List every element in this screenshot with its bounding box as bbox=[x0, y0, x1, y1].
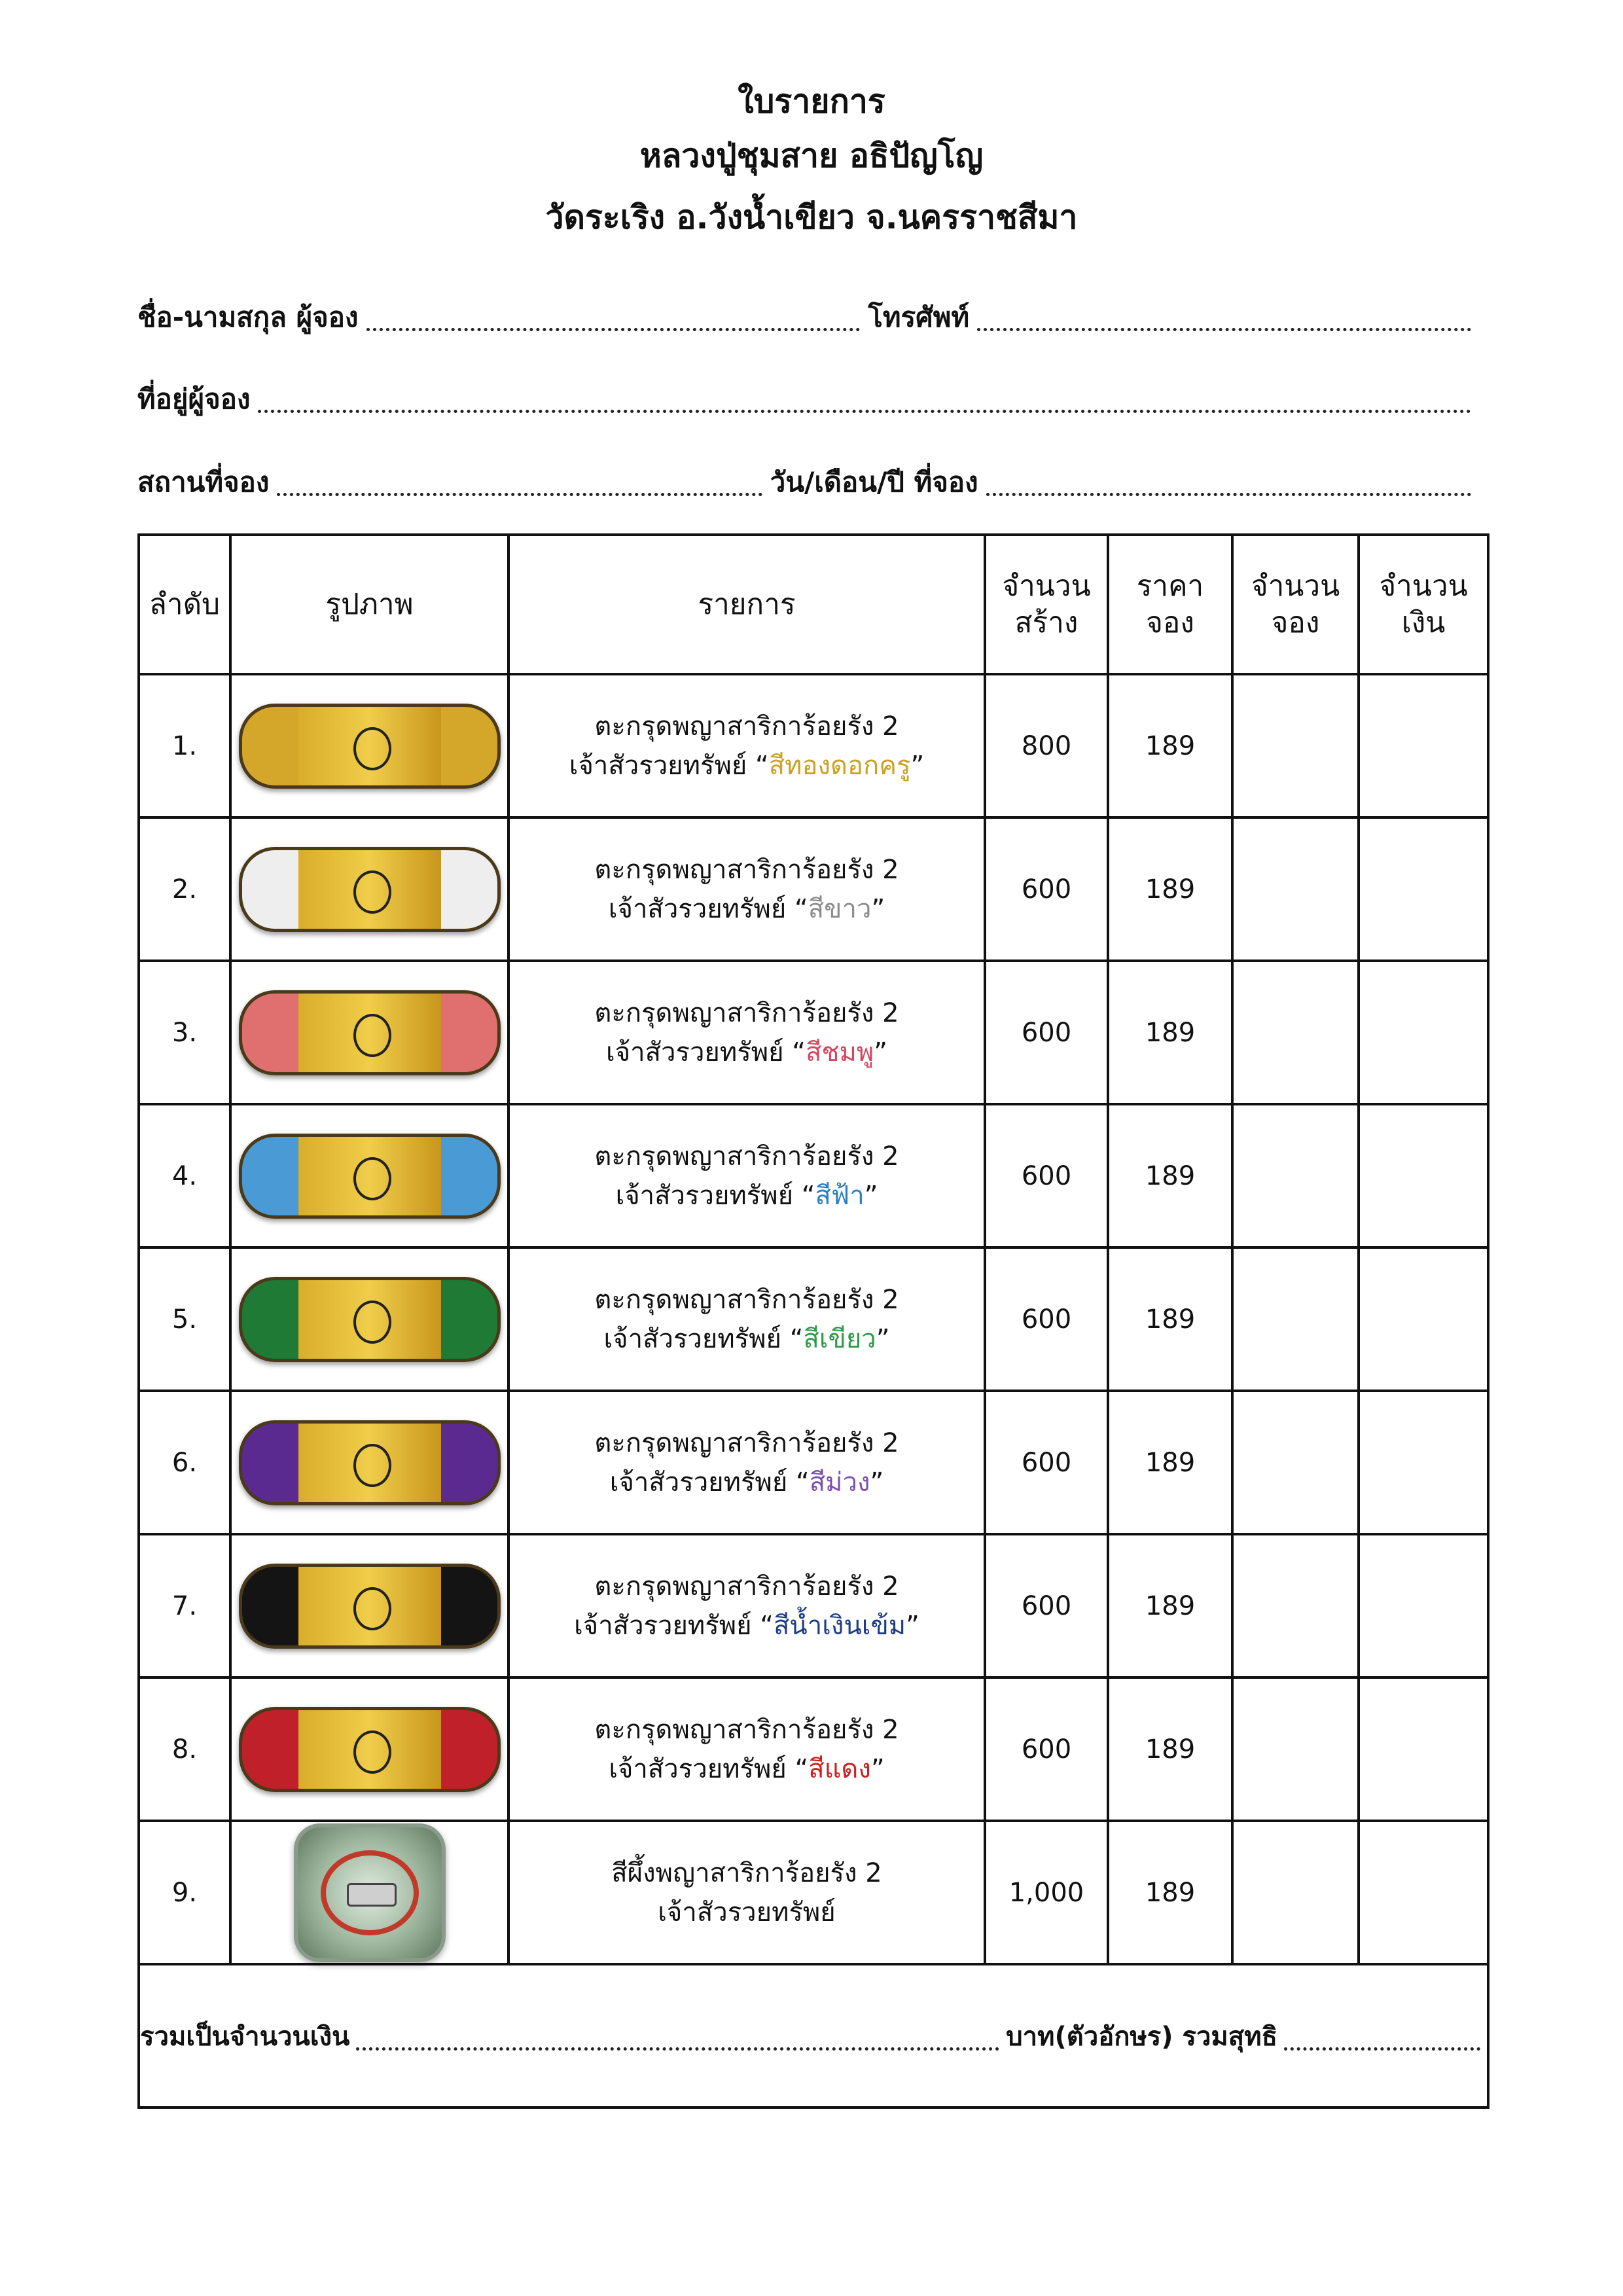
amulet-image bbox=[239, 1707, 501, 1792]
row-no: 8. bbox=[139, 1677, 230, 1821]
col-item: รายการ bbox=[508, 535, 985, 674]
row-amount-input[interactable] bbox=[1359, 1391, 1488, 1534]
row-no: 4. bbox=[139, 1104, 230, 1247]
row-built: 600 bbox=[985, 1391, 1108, 1534]
row-item: ตะกรุดพญาสาริการ้อยรัง 2 เจ้าสัวรวยทรัพย์ “สีเขียว” bbox=[508, 1247, 985, 1391]
row-amount-input[interactable] bbox=[1359, 817, 1488, 961]
table-row bbox=[139, 1104, 1488, 1247]
row-price: 189 bbox=[1108, 1104, 1232, 1247]
date-label: วัน/เดือน/ปี ที่จอง bbox=[770, 466, 978, 498]
row-qty-input[interactable] bbox=[1232, 961, 1359, 1104]
baht-label: บาท(ตัวอักษร) รวมสุทธิ bbox=[1006, 2021, 1277, 2052]
table-row bbox=[139, 674, 1488, 817]
row-qty-input[interactable] bbox=[1232, 1821, 1359, 1964]
amulet-image bbox=[239, 1134, 501, 1219]
color-name: สีทองดอกครู bbox=[768, 750, 911, 781]
row-built: 600 bbox=[985, 961, 1108, 1104]
row-built: 1,000 bbox=[985, 1821, 1108, 1964]
wax-jar-image bbox=[294, 1823, 446, 1962]
row-price: 189 bbox=[1108, 817, 1232, 961]
row-item: ตะกรุดพญาสาริการ้อยรัง 2 เจ้าสัวรวยทรัพย์ “สีชมพู” bbox=[508, 961, 985, 1104]
total-cell bbox=[139, 1964, 1488, 2108]
document-title: ใบรายการ bbox=[738, 82, 885, 120]
row-price: 189 bbox=[1108, 1247, 1232, 1391]
row-amount-input[interactable] bbox=[1359, 1104, 1488, 1247]
row-item: ตะกรุดพญาสาริการ้อยรัง 2 เจ้าสัวรวยทรัพย์ “สีฟ้า” bbox=[508, 1104, 985, 1247]
row-built: 600 bbox=[985, 1104, 1108, 1247]
row-image bbox=[230, 961, 508, 1104]
table-row bbox=[139, 961, 1488, 1104]
row-built: 600 bbox=[985, 1247, 1108, 1391]
name-field[interactable] bbox=[366, 328, 861, 331]
table-row bbox=[139, 1821, 1488, 1964]
monk-name: หลวงปู่ชุมสาย อธิปัญโญ bbox=[639, 137, 984, 175]
row-image bbox=[230, 1534, 508, 1677]
total-amount-field[interactable] bbox=[356, 2047, 999, 2051]
row-no: 9. bbox=[139, 1821, 230, 1964]
col-qty: จำนวน จอง bbox=[1232, 535, 1359, 674]
col-amount: จำนวน เงิน bbox=[1359, 535, 1488, 674]
row-image bbox=[230, 1677, 508, 1821]
row-no: 2. bbox=[139, 817, 230, 961]
row-qty-input[interactable] bbox=[1232, 1677, 1359, 1821]
col-price: ราคา จอง bbox=[1108, 535, 1232, 674]
row-built: 600 bbox=[985, 1677, 1108, 1821]
phone-label: โทรศัพท์ bbox=[868, 301, 970, 333]
row-price: 189 bbox=[1108, 1821, 1232, 1964]
row-no: 6. bbox=[139, 1391, 230, 1534]
color-name: สีฟ้า bbox=[815, 1180, 865, 1211]
table-row bbox=[139, 1391, 1488, 1534]
header-row bbox=[139, 535, 1488, 674]
row-qty-input[interactable] bbox=[1232, 674, 1359, 817]
row-image bbox=[230, 1104, 508, 1247]
color-name: สีน้ำเงินเข้ม bbox=[774, 1610, 906, 1641]
color-name: สีขาว bbox=[808, 893, 872, 924]
form-row-name bbox=[137, 293, 1479, 339]
table-row bbox=[139, 817, 1488, 961]
row-image bbox=[230, 1821, 508, 1964]
phone-field[interactable] bbox=[977, 328, 1471, 331]
order-table bbox=[137, 533, 1489, 2109]
color-name: สีม่วง bbox=[809, 1467, 870, 1498]
row-no: 3. bbox=[139, 961, 230, 1104]
row-built: 600 bbox=[985, 1534, 1108, 1677]
row-amount-input[interactable] bbox=[1359, 1247, 1488, 1391]
row-image bbox=[230, 674, 508, 817]
row-amount-input[interactable] bbox=[1359, 674, 1488, 817]
row-price: 189 bbox=[1108, 674, 1232, 817]
row-qty-input[interactable] bbox=[1232, 1391, 1359, 1534]
amulet-image bbox=[239, 1420, 501, 1505]
footer-row bbox=[139, 1964, 1488, 2108]
row-item: ตะกรุดพญาสาริการ้อยรัง 2 เจ้าสัวรวยทรัพย์ “สีแดง” bbox=[508, 1677, 985, 1821]
row-item: ตะกรุดพญาสาริการ้อยรัง 2 เจ้าสัวรวยทรัพย์ “สีม่วง” bbox=[508, 1391, 985, 1534]
row-price: 189 bbox=[1108, 1391, 1232, 1534]
row-amount-input[interactable] bbox=[1359, 961, 1488, 1104]
row-amount-input[interactable] bbox=[1359, 1677, 1488, 1821]
amulet-image bbox=[239, 1277, 501, 1362]
date-field[interactable] bbox=[986, 493, 1471, 496]
row-amount-input[interactable] bbox=[1359, 1534, 1488, 1677]
form-row-address bbox=[137, 375, 1479, 421]
address-field[interactable] bbox=[258, 410, 1471, 413]
row-no: 5. bbox=[139, 1247, 230, 1391]
temple-location: วัดระเริง อ.วังน้ำเขียว จ.นครราชสีมา bbox=[545, 198, 1078, 236]
row-qty-input[interactable] bbox=[1232, 1247, 1359, 1391]
row-qty-input[interactable] bbox=[1232, 817, 1359, 961]
net-total-field[interactable] bbox=[1284, 2047, 1480, 2051]
address-label: ที่อยู่ผู้จอง bbox=[137, 383, 251, 415]
row-image bbox=[230, 817, 508, 961]
place-field[interactable] bbox=[277, 493, 762, 496]
color-name: สีเขียว bbox=[803, 1323, 876, 1354]
table-row bbox=[139, 1534, 1488, 1677]
row-item: ตะกรุดพญาสาริการ้อยรัง 2 เจ้าสัวรวยทรัพย์ “สีน้ำเงินเข้ม” bbox=[508, 1534, 985, 1677]
color-name: สีแดง bbox=[808, 1753, 871, 1784]
row-item: ตะกรุดพญาสาริการ้อยรัง 2 เจ้าสัวรวยทรัพย์ “สีทองดอกครู” bbox=[508, 674, 985, 817]
row-price: 189 bbox=[1108, 961, 1232, 1104]
table-row bbox=[139, 1677, 1488, 1821]
table-row bbox=[139, 1247, 1488, 1391]
row-no: 7. bbox=[139, 1534, 230, 1677]
row-built: 600 bbox=[985, 817, 1108, 961]
row-qty-input[interactable] bbox=[1232, 1104, 1359, 1247]
col-image: รูปภาพ bbox=[230, 535, 508, 674]
row-item: สีผึ้งพญาสาริการ้อยรัง 2 เจ้าสัวรวยทรัพย์ bbox=[508, 1821, 985, 1964]
row-item: ตะกรุดพญาสาริการ้อยรัง 2 เจ้าสัวรวยทรัพย์ “สีขาว” bbox=[508, 817, 985, 961]
row-price: 189 bbox=[1108, 1677, 1232, 1821]
form-row-place bbox=[137, 458, 1479, 504]
color-name: สีชมพู bbox=[805, 1037, 874, 1067]
row-image bbox=[230, 1391, 508, 1534]
amulet-image bbox=[239, 990, 501, 1075]
row-price: 189 bbox=[1108, 1534, 1232, 1677]
row-image bbox=[230, 1247, 508, 1391]
row-built: 800 bbox=[985, 674, 1108, 817]
amulet-image bbox=[239, 1564, 501, 1649]
row-qty-input[interactable] bbox=[1232, 1534, 1359, 1677]
col-no: ลำดับ bbox=[139, 535, 230, 674]
row-no: 1. bbox=[139, 674, 230, 817]
amulet-image bbox=[239, 847, 501, 932]
amulet-image bbox=[239, 704, 501, 789]
col-built: จำนวน สร้าง bbox=[985, 535, 1108, 674]
name-label: ชื่อ-นามสกุล ผู้จอง bbox=[137, 301, 359, 333]
row-amount-input[interactable] bbox=[1359, 1821, 1488, 1964]
total-label: รวมเป็นจำนวนเงิน bbox=[140, 2021, 350, 2052]
place-label: สถานที่จอง bbox=[137, 466, 270, 498]
